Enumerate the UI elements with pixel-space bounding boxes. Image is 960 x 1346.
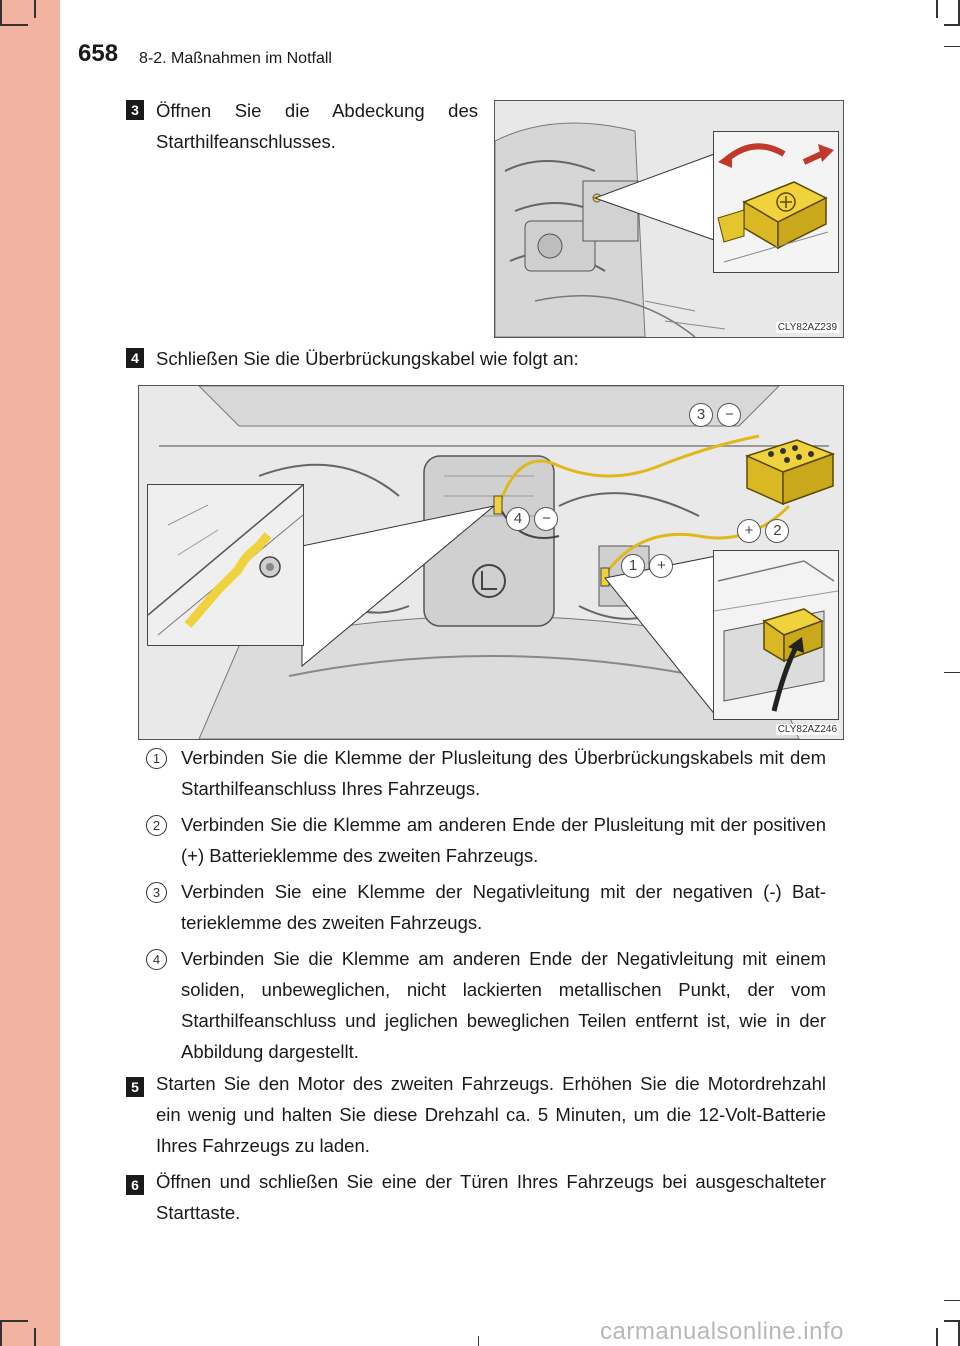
callout-number: 2 — [765, 519, 789, 543]
crop-mark — [478, 1336, 479, 1346]
substep-number-4: 4 — [146, 949, 167, 970]
inset-ground-point — [147, 484, 304, 646]
watermark: carmanualsonline.info — [600, 1318, 844, 1345]
crop-mark — [944, 672, 960, 673]
callout-1-positive — [621, 554, 673, 578]
step-number-6: 6 — [126, 1175, 144, 1195]
section-title: 8-2. Maßnahmen im Notfall — [139, 50, 332, 67]
step-text-6: Öffnen und schließen Sie eine der Türen Ihres Fahrzeugs bei ausgeschalteter Starttaste. — [156, 1171, 826, 1223]
ground-point-drawing — [148, 485, 303, 645]
figure-code: CLY82AZ246 — [777, 724, 837, 735]
figure-jumper-cable-connection — [138, 385, 844, 740]
figure-code: CLY82AZ239 — [777, 322, 837, 333]
callout-sign: + — [737, 519, 761, 543]
crop-mark — [944, 46, 960, 47]
inset-battery-second-vehicle — [737, 436, 837, 506]
substep-number-2: 2 — [146, 815, 167, 836]
crop-mark — [0, 1320, 28, 1322]
crop-mark — [936, 1328, 938, 1346]
callout-number: 3 — [689, 403, 713, 427]
callout-number: 1 — [621, 554, 645, 578]
step-number-5: 5 — [126, 1077, 144, 1097]
substep-text-2: Verbinden Sie die Klemme am anderen Ende der Plusleitung mit der positiven (+) Batterieklemme des zweiten Fahrzeugs. — [181, 814, 826, 866]
cover-inset-drawing — [714, 132, 838, 272]
substep-number-1: 1 — [146, 748, 167, 769]
battery-drawing — [737, 436, 837, 506]
crop-mark — [936, 0, 938, 18]
figure-jump-start-cover — [494, 100, 844, 338]
step-number-4: 4 — [126, 348, 144, 368]
substep-text-4: Verbinden Sie die Klemme am anderen Ende der Negativleitung mit einem soliden, unbeweglichen, nicht lackierten metallischen Punkt, der vom Starthilfeanschluss und jeglichen beweglichen Teilen entfernt ist, wie in der Abbildung dargestellt. — [181, 948, 826, 1062]
crop-mark — [34, 0, 36, 18]
substep-text-1: Verbinden Sie die Klemme der Plusleitung des Überbrückungskabels mit dem Starthilfeanschluss Ihres Fahrzeugs. — [181, 747, 826, 799]
crop-mark — [944, 1300, 960, 1301]
callout-2-positive — [737, 519, 789, 543]
step-number-3: 3 — [126, 100, 144, 120]
crop-mark — [0, 0, 2, 26]
crop-mark — [944, 1320, 960, 1322]
callout-3-negative — [689, 403, 741, 427]
callout-4-negative — [506, 507, 558, 531]
page-number: 658 — [78, 40, 119, 67]
callout-sign: + — [649, 554, 673, 578]
crop-mark — [0, 1320, 2, 1346]
step-text-3: Öffnen Sie die Abdeckung des Starthilfeanschlusses. — [156, 100, 478, 152]
callout-sign: − — [717, 403, 741, 427]
inset-cover-detail — [713, 131, 839, 273]
substep-text-3: Verbinden Sie eine Klemme der Negativleitung mit der negativen (-) Batterieklemme des zweiten Fahrzeugs. — [181, 881, 826, 933]
callout-number: 4 — [506, 507, 530, 531]
step-text-4: Schließen Sie die Überbrückungskabel wie folgt an: — [156, 348, 579, 369]
callout-sign: − — [534, 507, 558, 531]
substep-number-3: 3 — [146, 882, 167, 903]
jump-terminal-drawing — [714, 551, 838, 719]
inset-jump-terminal — [713, 550, 839, 720]
crop-mark — [0, 24, 28, 26]
crop-mark — [34, 1328, 36, 1346]
step-text-5: Starten Sie den Motor des zweiten Fahrzeugs. Erhöhen Sie die Motordrehzahl ein wenig und halten Sie diese Drehzahl ca. 5 Minuten, um die 12-Volt-Batterie Ihres Fahrzeugs zu laden. — [156, 1073, 826, 1156]
side-color-band — [0, 0, 60, 1346]
